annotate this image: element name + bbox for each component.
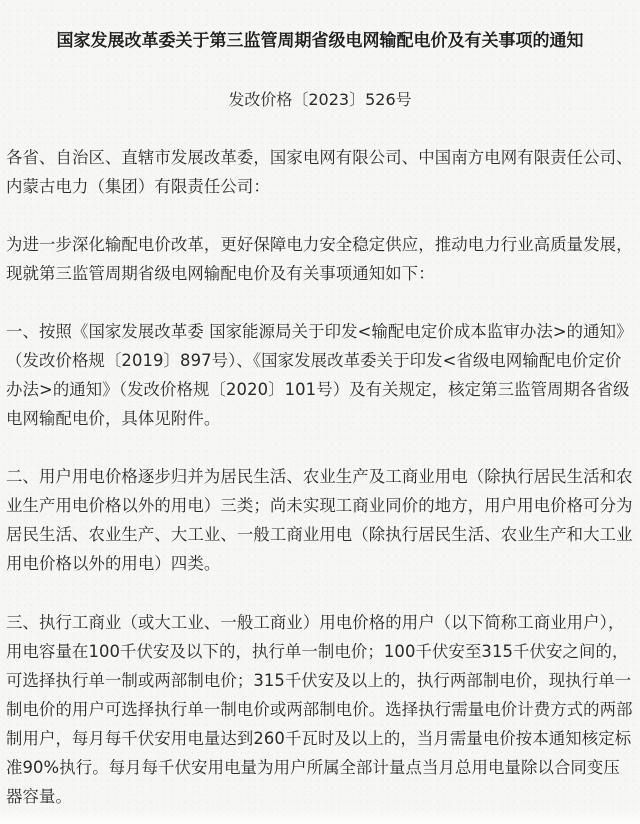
paragraph-item-2: 二、用户用电价格逐步归并为居民生活、农业生产及工商业用电（除执行居民生活和农业生产用电价格以外的用电）三类；尚未实现工商业同价的地方，用户用电价格可分为居民生活、农业生产、大工业、一般工商业用电（除执行居民生活、农业生产和大工业用电价格以外的用电）四类。 [6,467,633,573]
paragraph-addressees: 各省、自治区、直辖市发展改革委，国家电网有限公司、中国南方电网有限责任公司、内蒙古电力（集团）有限责任公司： [6,148,633,196]
document-number: 发改价格〔2023〕526号 [228,90,412,109]
paragraph-item-1: 一、按照《国家发展改革委 国家能源局关于印发<输配电定价成本监审办法>的通知》（发改价格规〔2019〕897号）、《国家发展改革委关于印发<省级电网输配电价定价办法>的通知》（发改价格规〔2020〕101号）及有关规定，核定第三监管周期各省级电网输配电价，具体见附件。 [6,322,633,428]
bottom-fade [0,810,640,824]
document-title: 国家发展改革委关于第三监管周期省级电网输配电价及有关事项的通知 [56,31,584,51]
paragraph-intro: 为进一步深化输配电价改革，更好保障电力安全稳定供应，推动电力行业高质量发展，现就第三监管周期省级电网输配电价及有关事项通知如下： [6,235,633,283]
paragraph-item-3: 三、执行工商业（或大工业、一般工商业）用电价格的用户（以下简称工商业用户），用电容量在100千伏安及以下的，执行单一制电价；100千伏安至315千伏安之间的，可选择执行单一制或两部制电价；315千伏安及以上的，执行两部制电价，现执行单一制电价的用户可选择执行单一制电价或两部制电价。选择执行需量电价计费方式的两部制用户，每月每千伏安用电量达到260千瓦时及以上的，当月需量电价按本通知核定标准90%执行。每月每千伏安用电量为用户所属全部计量点当月总用电量除以合同变压器容量。 [6,613,633,806]
